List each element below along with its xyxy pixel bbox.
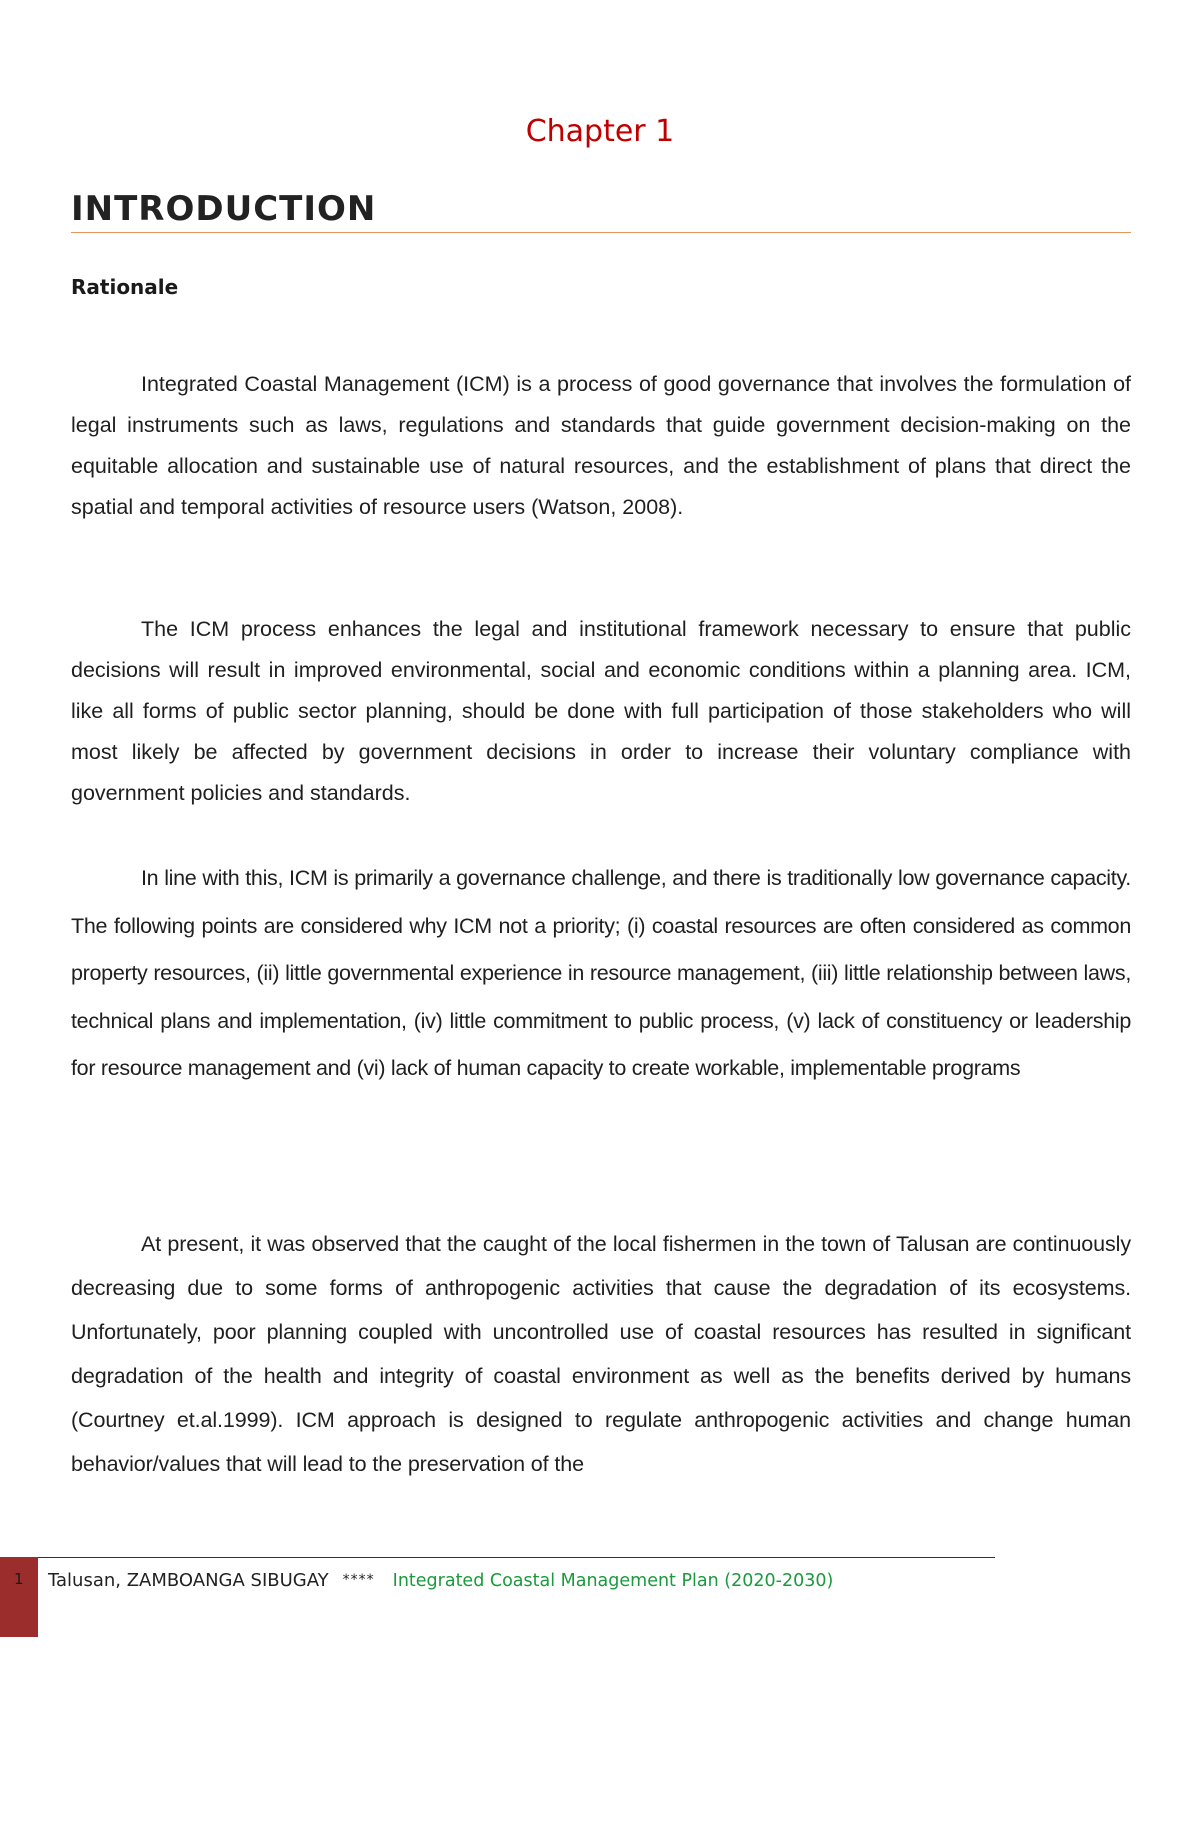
footer <box>48 1568 833 1593</box>
section-heading: Rationale <box>71 275 179 299</box>
footer-document-title: Integrated Coastal Management Plan (2020-2030) <box>392 1571 834 1591</box>
page-title: INTRODUCTION <box>71 189 377 229</box>
footer-place: Talusan, ZAMBOANGA SIBUGAY <box>48 1570 329 1591</box>
paragraph-1: Integrated Coastal Management (ICM) is a process of good governance that involves the formulation of legal instruments such as laws, regulations and standards that guide government decision-making on the equitable allocation and sustainable use of natural resources, and the establishment of plans that direct the spatial and temporal activities of resource users (Watson, 2008). <box>71 372 1131 519</box>
paragraph-2: The ICM process enhances the legal and institutional framework necessary to ensure that public decisions will result in improved environmental, social and economic conditions within a planning area. ICM, like all forms of public sector planning, should be done with full participation of those stakeholders who will most likely be affected by government decisions in order to increase their voluntary compliance with government policies and standards. <box>71 617 1131 805</box>
paragraph-3: In line with this, ICM is primarily a governance challenge, and there is traditionally low governance capacity. The following points are considered why ICM not a priority; (i) coastal resources are often considered as common property resources, (ii) little governmental experience in resource management, (iii) little relationship between laws, technical plans and implementation, (iv) little commitment to public process, (v) lack of constituency or leadership for resource management and (vi) lack of human capacity to create workable, implementable programs <box>71 866 1131 1080</box>
page-number: 1 <box>14 1570 24 1588</box>
footer-divider <box>38 1557 995 1558</box>
footer-separator: **** <box>342 1572 375 1588</box>
chapter-label: Chapter 1 <box>525 114 675 149</box>
footer-page-marker <box>0 1557 38 1637</box>
paragraph-4: At present, it was observed that the caught of the local fishermen in the town of Talusan are continuously decreasing due to some forms of anthropogenic activities that cause the degradation of its ecosystems. Unfortunately, poor planning coupled with uncontrolled use of coastal resources has resulted in significant degradation of the health and integrity of coastal environment as well as the benefits derived by humans (Courtney et.al.1999). ICM approach is designed to regulate anthropogenic activities and change human behavior/values that will lead to the preservation of the <box>71 1232 1131 1476</box>
heading-underline <box>71 232 1131 233</box>
